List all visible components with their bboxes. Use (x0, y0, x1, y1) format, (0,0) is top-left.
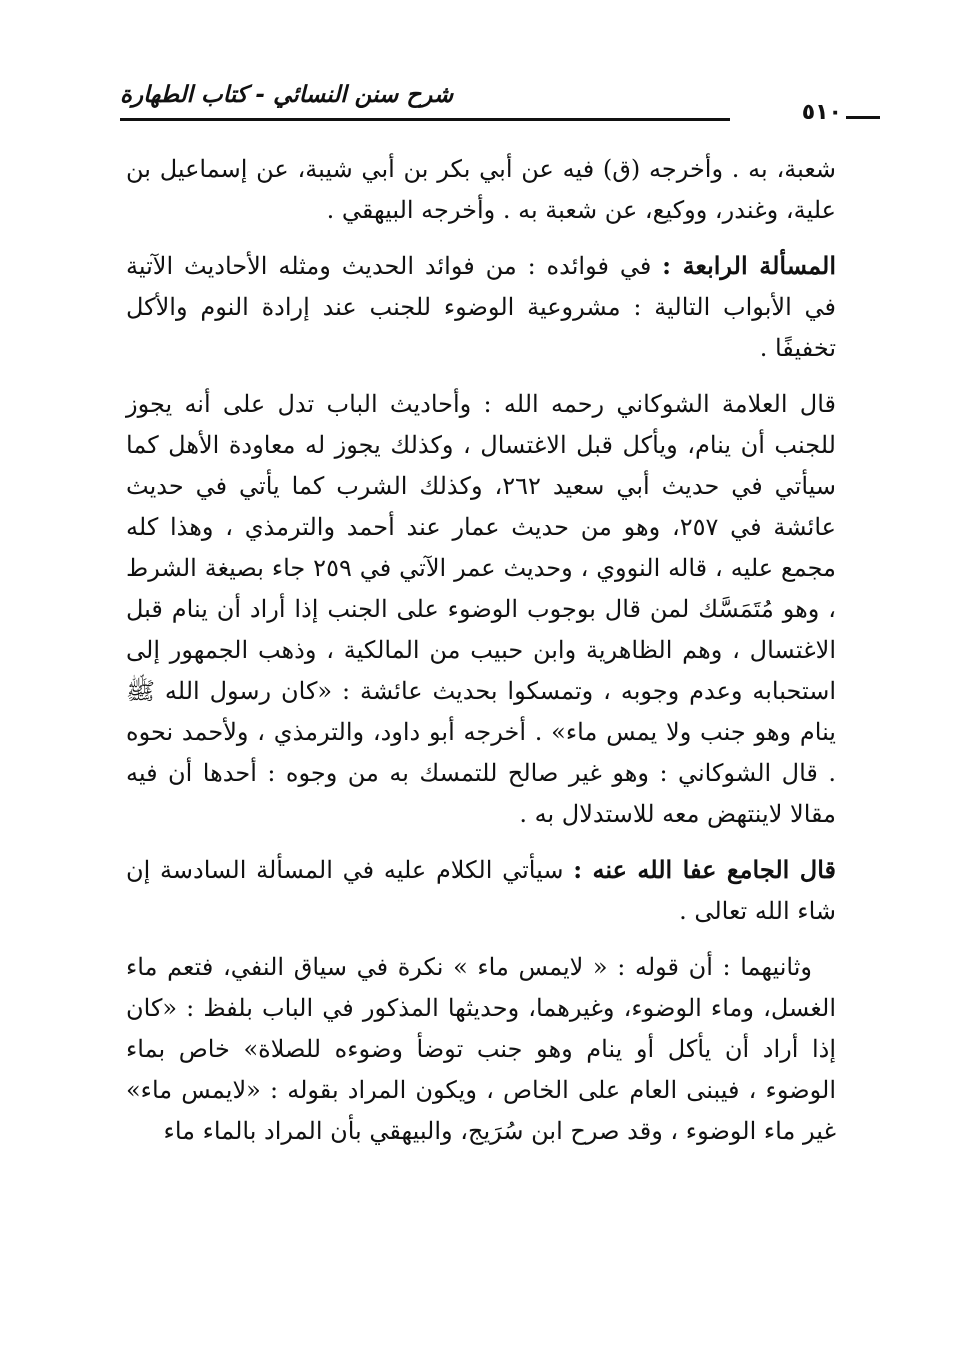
paragraph-fourth-issue (126, 245, 836, 369)
paragraph-text: في فوائده : من فوائد الحديث ومثله الأحاديث الآتية في الأبواب التالية : مشروعية الوضوء للجنب عند إرادة النوم والأكل تخفيفًا . (126, 252, 836, 362)
paragraph-text: شعبة، به . وأخرجه (ق) فيه عن أبي بكر بن أبي شيبة، عن إسماعيل بن علية، وغندر، ووكيع، عن شعبة به . وأخرجه البيهقي . (126, 155, 836, 224)
paragraph-shawkani (126, 383, 836, 835)
paragraph-second-point (126, 946, 836, 1152)
page-header (120, 78, 842, 125)
paragraph-compiler-note (126, 849, 836, 932)
paragraph-text: وثانيهما : أن قوله : « لايمس ماء » نكرة في سياق النفي، فتعم ماء الغسل، وماء الوضوء، وغيرهما، وحديثها المذكور في الباب بلفظ : «كان إذا أراد أن يأكل أو ينام وهو جنب توضأ وضوءه للصلاة» خاص بماء الوضوء ، فيبنى العام على الخاص ، ويكون المراد بقوله : «لايمس ماء» غير ماء الوضوء ، وقد صرح ابن سُرَيج، والبيهقي بأن المراد بالماء ماء (126, 953, 836, 1145)
page-number-dash (846, 116, 880, 119)
page-number: ٥١٠ (801, 100, 842, 125)
body-text (126, 148, 836, 1152)
running-book-title: شرح سنن النسائي - كتاب الطهارة (120, 82, 454, 108)
paragraph-text: سيأتي الكلام عليه في المسألة السادسة إن شاء الله تعالى . (126, 856, 836, 925)
header-rule (120, 118, 730, 121)
paragraph-citation (126, 148, 836, 231)
paragraph-lead: المسألة الرابعة : (662, 251, 837, 280)
paragraph-lead: قال الجامع عفا الله عنه : (573, 855, 836, 884)
paragraph-text: قال العلامة الشوكاني رحمه الله : وأحاديث الباب تدل على أنه يجوز للجنب أن ينام، ويأكل قبل الاغتسال ، وكذلك يجوز له معاودة الأهل كما سيأتي في حديث أبي سعيد ٢٦٢، وكذلك الشرب كما يأتي في حديث عائشة في ٢٥٧، وهو من حديث عمار عند أحمد والترمذي ، وهذا كله مجمع عليه ، قاله النووي ، وحديث عمر الآتي في ٢٥٩ جاء بصيغة الشرط ، وهو مُتَمَسَّك لمن قال بوجوب الوضوء على الجنب إذا أراد أن ينام قبل الاغتسال ، وهم الظاهرية وابن حبيب من المالكية ، وذهب الجمهور إلى استحبابه وعدم وجوبه ، وتمسكوا بحديث عائشة : «كان رسول الله ﷺ ينام وهو جنب ولا يمس ماء» . أخرجه أبو داود، والترمذي ، ولأحمد نحوه . قال الشوكاني : وهو غير صالح للتمسك به من وجوه : أحدها أن فيه مقالا لاينتهض معه للاستدلال به . (126, 390, 837, 828)
